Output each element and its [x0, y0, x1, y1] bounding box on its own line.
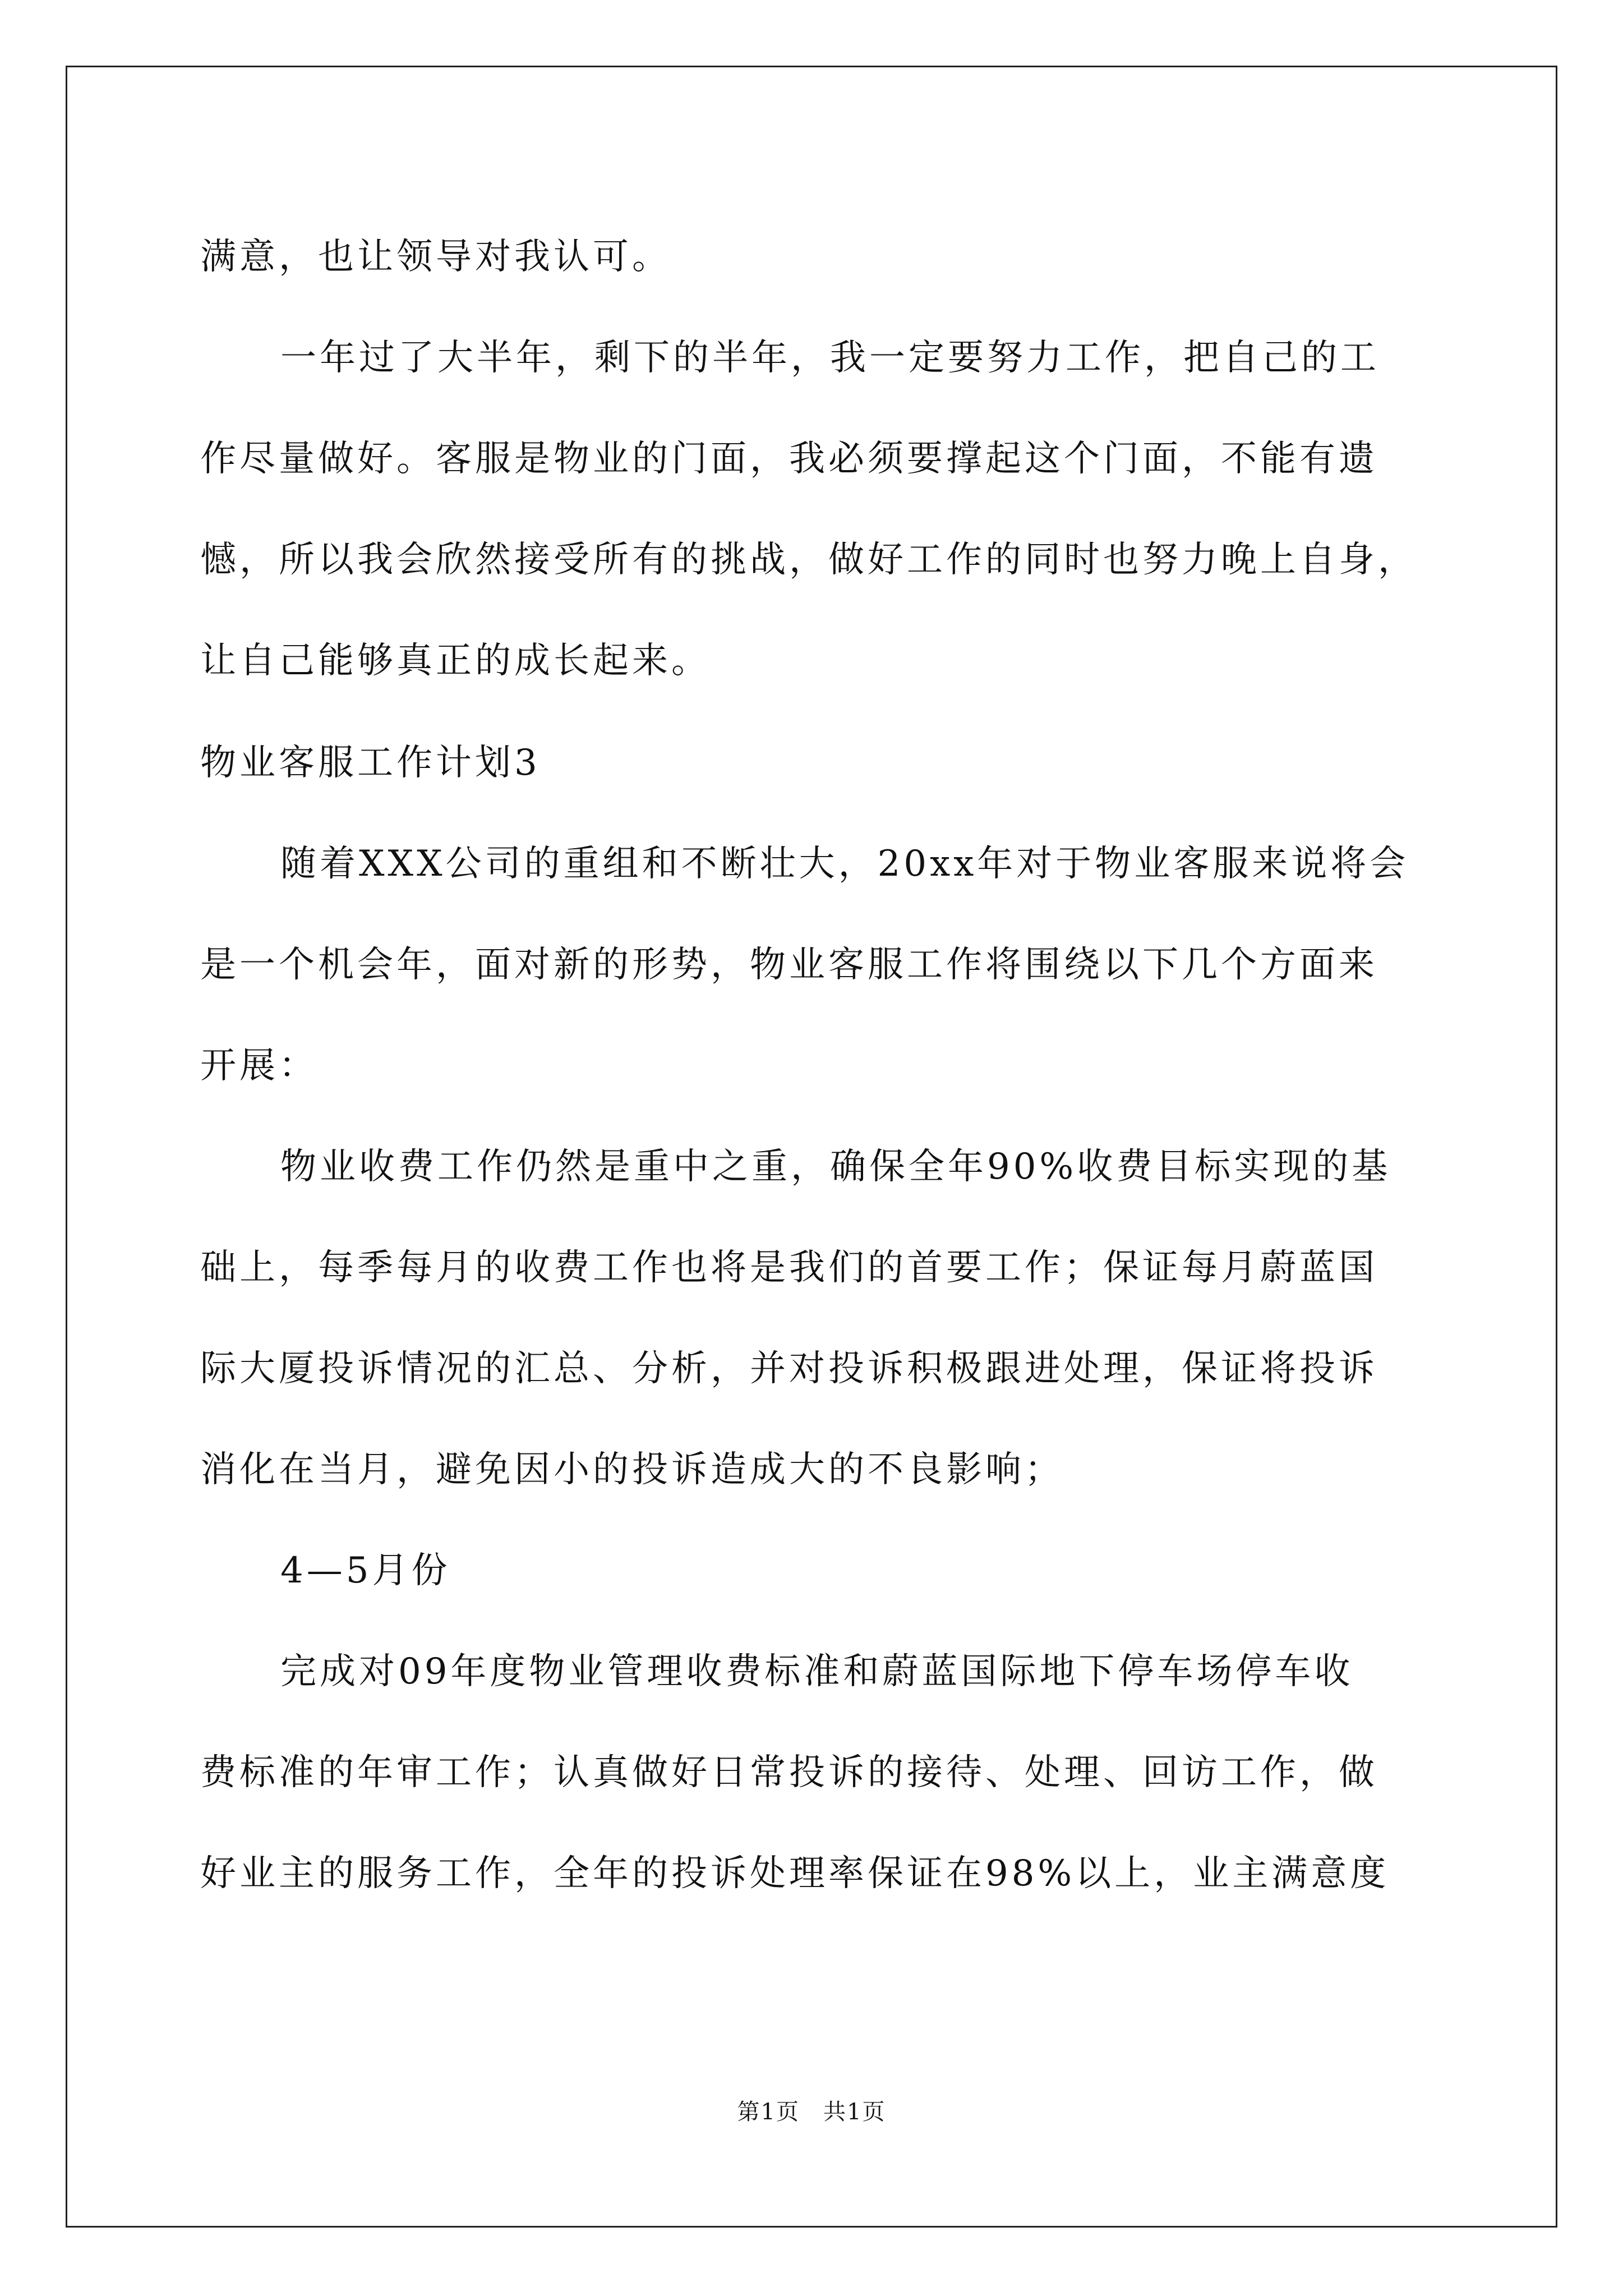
- paragraph-line: 础上，每季每月的收费工作也将是我们的首要工作；保证每月蔚蓝国: [200, 1247, 1378, 1289]
- paragraph-line: 费标准的年审工作；认真做好日常投诉的接待、处理、回访工作，做: [200, 1752, 1378, 1793]
- paragraph-line: 满意，也让领导对我认可。: [200, 236, 671, 278]
- paragraph-line: 开展：: [200, 1045, 318, 1087]
- paragraph-line: 消化在当月，避免因小的投诉造成大的不良影响；: [200, 1449, 1064, 1490]
- paragraph-line: 4—5月份: [280, 1550, 451, 1591]
- paragraph-line: 际大厦投诉情况的汇总、分析，并对投诉积极跟进处理，保证将投诉: [200, 1348, 1378, 1389]
- paragraph-line: 一年过了大半年，剩下的半年，我一定要努力工作，把自己的工: [280, 337, 1380, 379]
- paragraph-line: 憾，所以我会欣然接受所有的挑战，做好工作的同时也努力晚上自身，: [200, 539, 1417, 581]
- paragraph-line: 是一个机会年，面对新的形势，物业客服工作将围绕以下几个方面来: [200, 944, 1378, 986]
- paragraph-line: 随着XXX公司的重组和不断壮大，20xx年对于物业客服来说将会: [280, 843, 1409, 885]
- paragraph-line: 物业收费工作仍然是重中之重，确保全年90%收费目标实现的基: [280, 1146, 1391, 1188]
- paragraph-line: 作尽量做好。客服是物业的门面，我必须要撑起这个门面，不能有遗: [200, 438, 1378, 480]
- paragraph-line: 完成对09年度物业管理收费标准和蔚蓝国际地下停车场停车收: [280, 1651, 1354, 1692]
- section-heading: 物业客服工作计划3: [200, 742, 541, 784]
- paragraph-line: 让自己能够真正的成长起来。: [200, 640, 711, 682]
- page-footer: 第1页 共1页: [737, 2099, 886, 2125]
- paragraph-line: 好业主的服务工作，全年的投诉处理率保证在98%以上，业主满意度: [200, 1853, 1390, 1894]
